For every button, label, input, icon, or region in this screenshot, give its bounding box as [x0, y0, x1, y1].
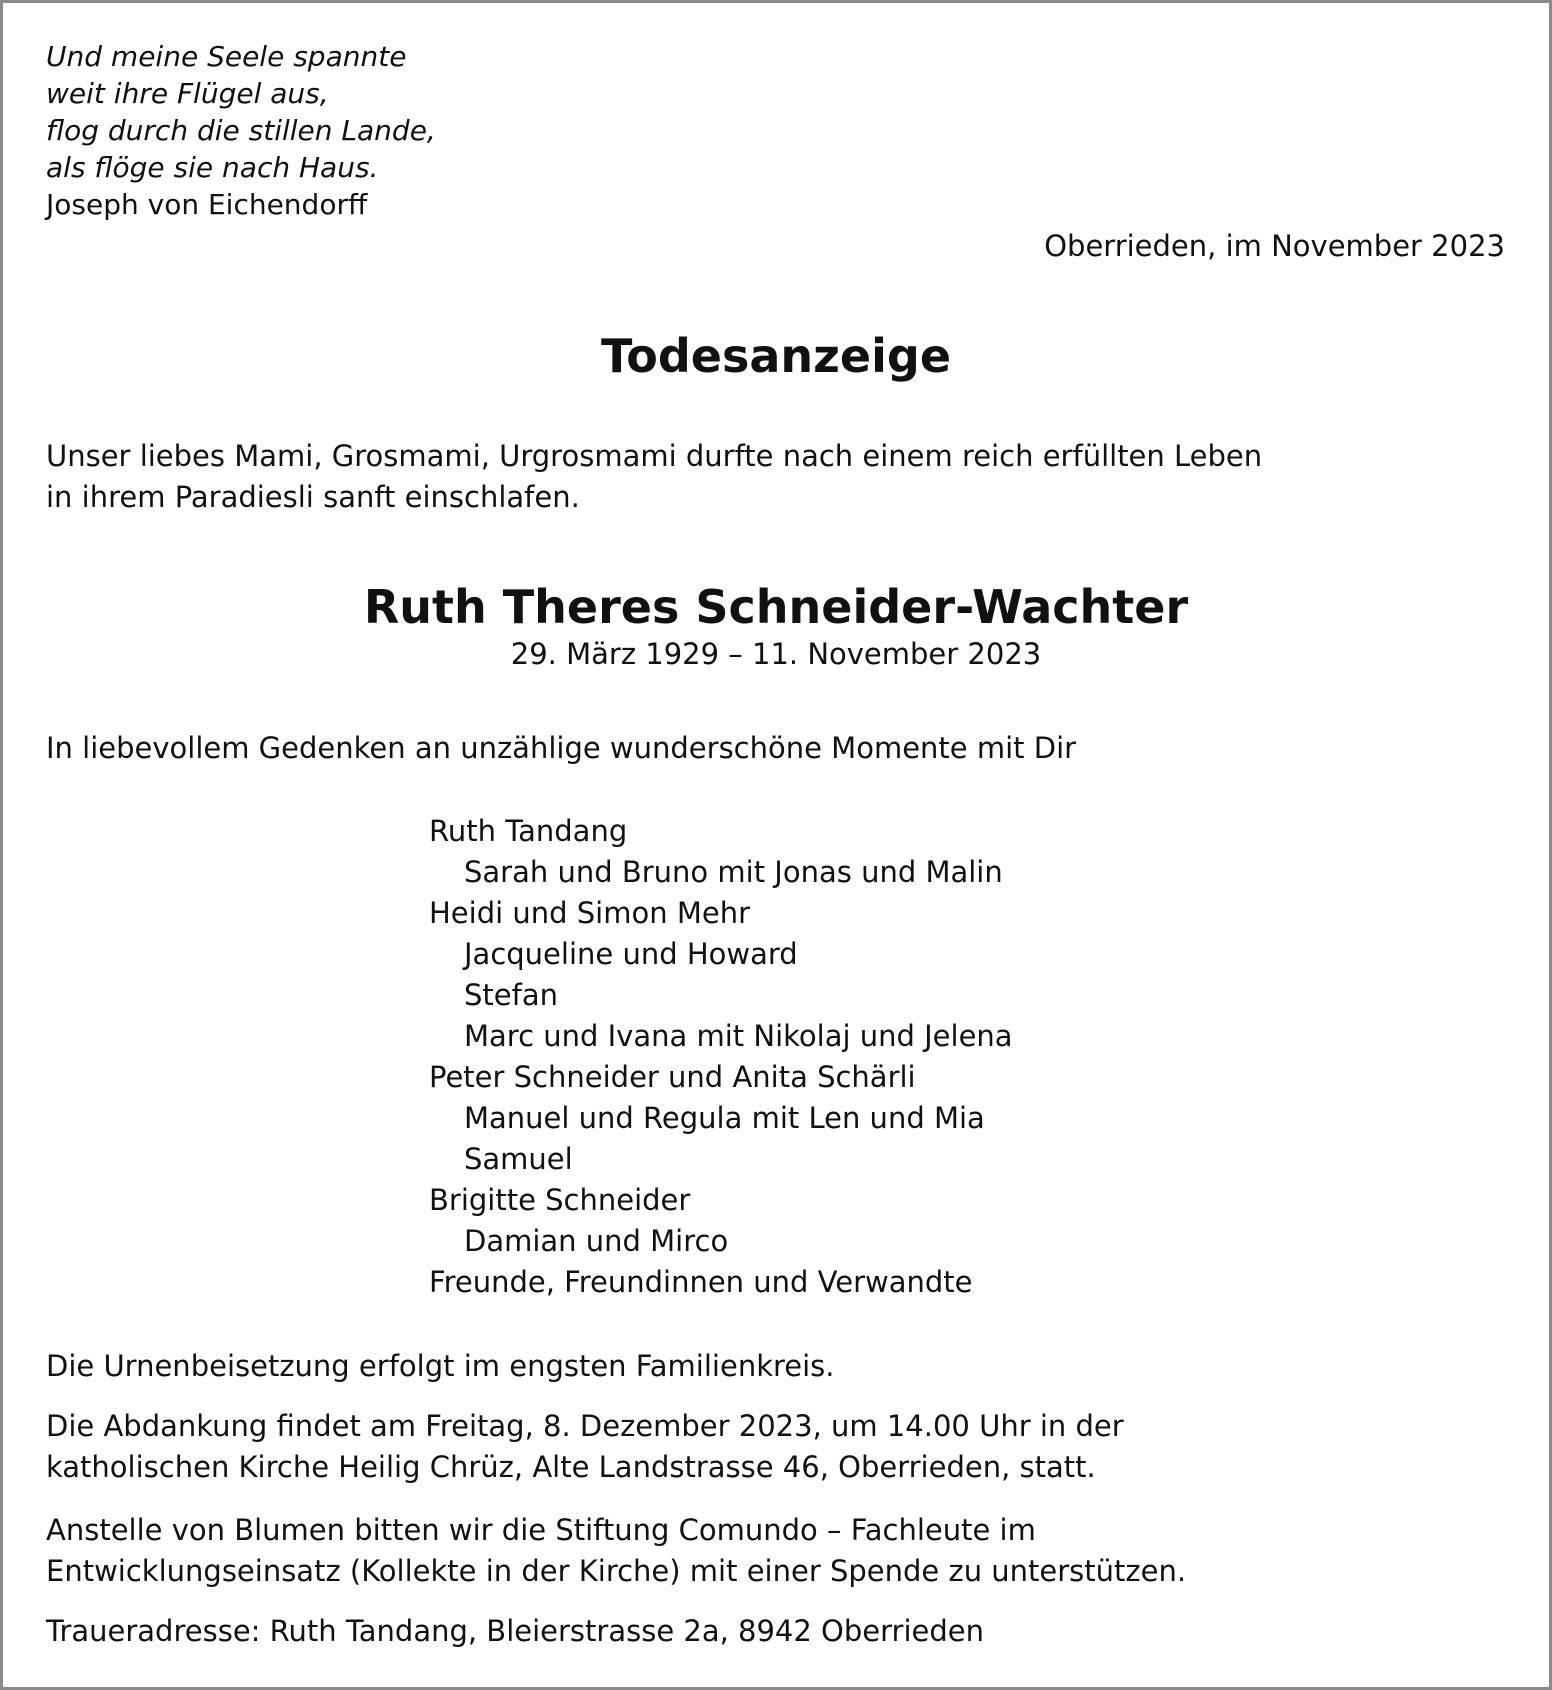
poem-line: weit ihre Flügel aus, [46, 77, 329, 110]
poem-line: als flöge sie nach Haus. [46, 151, 379, 184]
family-list [429, 811, 1013, 1303]
family-member: Marc und Ivana mit Nikolaj und Jelena [464, 1019, 1013, 1053]
place-date: Oberrieden, im November 2023 [1044, 229, 1505, 263]
family-member: Peter Schneider und Anita Schärli [429, 1060, 916, 1094]
poem-line: flog durch die stillen Lande, [46, 114, 436, 147]
page-title: Todesanzeige [600, 329, 952, 383]
family-member: Heidi und Simon Mehr [429, 896, 750, 930]
family-member: Ruth Tandang [429, 814, 628, 848]
family-member: Jacqueline und Howard [464, 937, 798, 971]
deceased-dates: 29. März 1929 – 11. November 2023 [510, 637, 1042, 671]
family-member: Samuel [464, 1142, 573, 1176]
service-line: Die Abdankung findet am Freitag, 8. Dezember 2023, um 14.00 Uhr in der [46, 1409, 1124, 1443]
deceased-name: Ruth Theres Schneider-Wachter [363, 580, 1189, 634]
family-member: Brigitte Schneider [429, 1183, 691, 1217]
burial-text: Die Urnenbeisetzung erfolgt im engsten Familienkreis. [46, 1349, 835, 1383]
mourning-address: Traueradresse: Ruth Tandang, Bleierstrasse 2a, 8942 Oberrieden [46, 1614, 984, 1648]
memorial-text: In liebevollem Gedenken an unzählige wunderschöne Momente mit Dir [46, 731, 1077, 765]
service-line: katholischen Kirche Heilig Chrüz, Alte Landstrasse 46, Oberrieden, statt. [46, 1450, 1096, 1484]
poem [46, 38, 436, 223]
donation-line: Anstelle von Blumen bitten wir die Stiftung Comundo – Fachleute im [46, 1513, 1036, 1547]
family-member: Stefan [464, 978, 558, 1012]
intro-line: in ihrem Paradiesli sanft einschlafen. [46, 480, 580, 514]
family-member: Freunde, Freundinnen und Verwandte [429, 1265, 973, 1299]
family-member: Damian und Mirco [464, 1224, 729, 1258]
family-member: Manuel und Regula mit Len und Mia [464, 1101, 985, 1135]
intro-line: Unser liebes Mami, Grosmami, Urgrosmami durfte nach einem reich erfüllten Leben [46, 439, 1263, 473]
donation-line: Entwicklungseinsatz (Kollekte in der Kirche) mit einer Spende zu unterstützen. [46, 1554, 1187, 1588]
poem-line: Und meine Seele spannte [46, 40, 407, 73]
family-member: Sarah und Bruno mit Jonas und Malin [464, 855, 1003, 889]
poem-author: Joseph von Eichendorff [46, 188, 368, 221]
